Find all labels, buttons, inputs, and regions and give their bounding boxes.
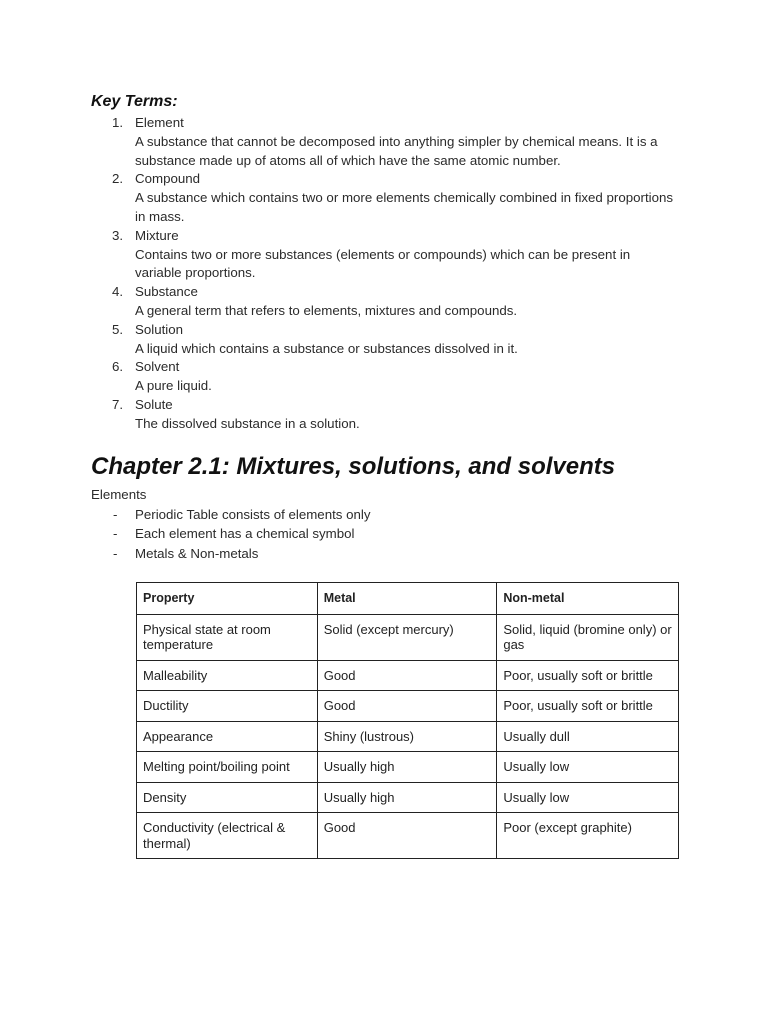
key-term-item: [91, 170, 691, 226]
bullet-dash: -: [113, 507, 118, 522]
bullet-text: Metals & Non-metals: [135, 545, 259, 561]
table-cell: Usually low: [497, 752, 679, 783]
key-term-name: Substance: [135, 284, 198, 300]
table-cell: Physical state at room temperature: [137, 614, 318, 660]
key-term-definition: A general term that refers to elements, mixtures and compounds.: [135, 302, 518, 318]
table-header-cell: Property: [137, 583, 318, 615]
section-label: Elements: [91, 487, 147, 502]
table-cell: Usually low: [497, 782, 679, 813]
table-cell: Poor, usually soft or brittle: [497, 660, 679, 691]
key-term-number: 4.: [112, 284, 124, 300]
table-cell: Shiny (lustrous): [317, 721, 497, 752]
table-row: [137, 614, 679, 660]
table-row: [137, 752, 679, 783]
table-cell: Usually dull: [497, 721, 679, 752]
key-term-definition: A liquid which contains a substance or substances dissolved in it.: [135, 340, 518, 356]
metal-nonmetal-table: [136, 582, 679, 859]
key-term-name: Solution: [135, 321, 184, 337]
key-term-number: 2.: [112, 171, 124, 187]
key-term-name: Mixture: [135, 227, 179, 243]
key-term-item: [91, 283, 691, 321]
key-term-name: Element: [135, 115, 184, 130]
table-cell: Solid (except mercury): [317, 614, 497, 660]
table-cell: Conductivity (electrical & thermal): [137, 813, 318, 859]
table-cell: Poor, usually soft or brittle: [497, 691, 679, 722]
table-cell: Poor (except graphite): [497, 813, 679, 859]
bullet-text: Periodic Table consists of elements only: [135, 507, 371, 522]
table-header-cell: Metal: [317, 583, 497, 615]
bullet-dash: -: [113, 545, 118, 561]
key-term-item: [91, 358, 691, 396]
table-cell: Usually high: [317, 782, 497, 813]
key-terms-heading: Key Terms:: [91, 93, 178, 110]
bullet-list: [91, 505, 371, 563]
table-cell: Good: [317, 660, 497, 691]
bullet-item: [91, 524, 371, 543]
table-row: [137, 721, 679, 752]
key-term-item: [91, 114, 691, 170]
table-row: [137, 691, 679, 722]
table-cell: Density: [137, 782, 318, 813]
table-cell: Good: [317, 691, 497, 722]
key-term-item: [91, 321, 691, 359]
key-terms-list: [91, 114, 691, 434]
key-term-name: Solute: [135, 396, 173, 412]
key-term-number: 1.: [112, 115, 124, 130]
table-row: [137, 782, 679, 813]
table-cell: Appearance: [137, 721, 318, 752]
key-term-number: 3.: [112, 227, 124, 243]
key-term-name: Solvent: [135, 359, 180, 375]
key-term-number: 7.: [112, 396, 124, 412]
key-term-number: 6.: [112, 359, 124, 375]
key-term-definition: A substance which contains two or more elements chemically combined in fixed proportions in mass.: [135, 190, 674, 224]
table-cell: Ductility: [137, 691, 318, 722]
table-header-cell: Non-metal: [497, 583, 679, 615]
table-row: [137, 660, 679, 691]
key-term-definition: A substance that cannot be decomposed into anything simpler by chemical means. It is a substance made up of atoms all of which have the same atomic number.: [135, 133, 658, 168]
bullet-text: Each element has a chemical symbol: [135, 526, 355, 542]
key-term-name: Compound: [135, 171, 201, 187]
key-term-item: [91, 396, 691, 434]
key-term-number: 5.: [112, 321, 124, 337]
key-term-definition: Contains two or more substances (elements or compounds) which can be present in variable proportions.: [135, 246, 631, 281]
table-row: [137, 813, 679, 859]
table-cell: Melting point/boiling point: [137, 752, 318, 783]
bullet-item: [91, 505, 371, 524]
table-cell: Solid, liquid (bromine only) or gas: [497, 614, 679, 660]
table-header-row: [137, 583, 679, 615]
bullet-dash: -: [113, 526, 118, 542]
chapter-title: Chapter 2.1: Mixtures, solutions, and solvents: [91, 453, 616, 480]
table-cell: Good: [317, 813, 497, 859]
key-term-item: [91, 227, 691, 283]
key-term-definition: The dissolved substance in a solution.: [135, 415, 360, 431]
key-term-definition: A pure liquid.: [135, 378, 212, 394]
table-cell: Malleability: [137, 660, 318, 691]
bullet-item: [91, 544, 371, 563]
table-cell: Usually high: [317, 752, 497, 783]
